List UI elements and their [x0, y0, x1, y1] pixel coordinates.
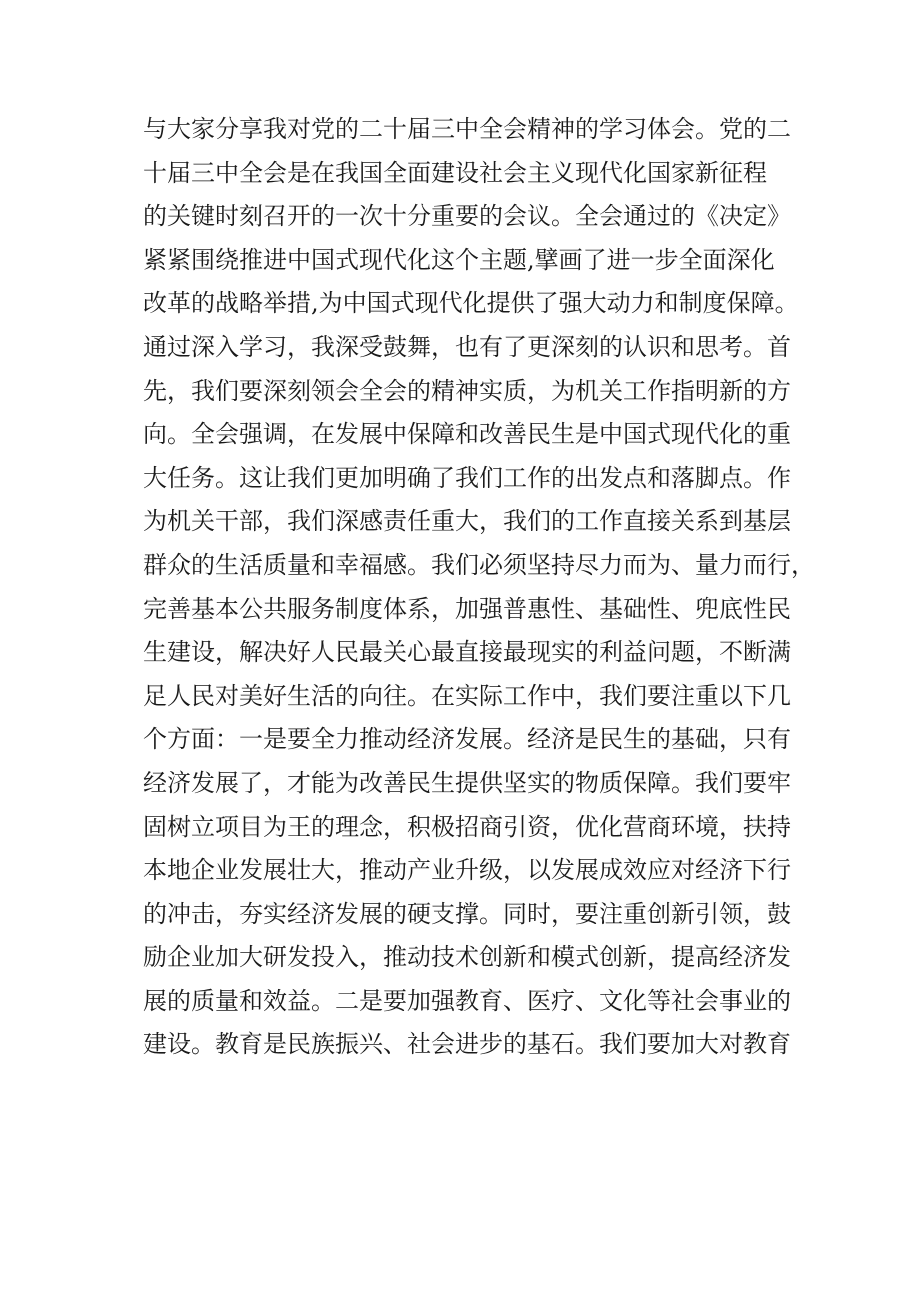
text-line: 个方面：一是要全力推动经济发展。经济是民生的基础，只有	[143, 725, 791, 754]
text-line: 本地企业发展壮大，推动产业升级，以发展成效应对经济下行	[143, 856, 791, 885]
text-line: 为机关干部，我们深感责任重大，我们的工作直接关系到基层	[143, 507, 791, 536]
text-line: 建设。教育是民族振兴、社会进步的基石。我们要加大对教育	[143, 1030, 791, 1059]
text-line: 改革的战略举措,为中国式现代化提供了强大动力和制度保障。	[143, 289, 799, 318]
text-line: 的关键时刻召开的一次十分重要的会议。全会通过的《决定》	[143, 202, 791, 231]
text-line: 十届三中全会是在我国全面建设社会主义现代化国家新征程	[143, 158, 767, 187]
text-line: 励企业加大研发投入，推动技术创新和模式创新，提高经济发	[143, 943, 791, 972]
body-paragraph	[143, 108, 815, 1067]
text-line: 展的质量和效益。二是要加强教育、医疗、文化等社会事业的	[143, 986, 791, 1015]
text-line: 群众的生活质量和幸福感。我们必须坚持尽力而为、量力而行，	[143, 550, 815, 579]
text-line: 经济发展了，才能为改善民生提供坚实的物质保障。我们要牢	[143, 768, 791, 797]
text-line: 通过深入学习，我深受鼓舞，也有了更深刻的认识和思考。首	[143, 332, 791, 361]
text-line: 紧紧围绕推进中国式现代化这个主题,擘画了进一步全面深化	[143, 245, 775, 274]
text-line: 与大家分享我对党的二十届三中全会精神的学习体会。党的二	[143, 115, 791, 143]
text-line: 先，我们要深刻领会全会的精神实质，为机关工作指明新的方	[143, 376, 791, 405]
text-line: 向。全会强调，在发展中保障和改善民生是中国式现代化的重	[143, 420, 791, 449]
text-line: 的冲击，夯实经济发展的硬支撑。同时，要注重创新引领，鼓	[143, 899, 791, 928]
text-line: 大任务。这让我们更加明确了我们工作的出发点和落脚点。作	[143, 463, 791, 492]
text-line: 足人民对美好生活的向往。在实际工作中，我们要注重以下几	[143, 681, 791, 710]
text-line: 完善基本公共服务制度体系，加强普惠性、基础性、兜底性民	[143, 594, 791, 623]
text-line: 生建设，解决好人民最关心最直接最现实的利益问题，不断满	[143, 638, 791, 667]
text-line: 固树立项目为王的理念，积极招商引资，优化营商环境，扶持	[143, 812, 791, 841]
